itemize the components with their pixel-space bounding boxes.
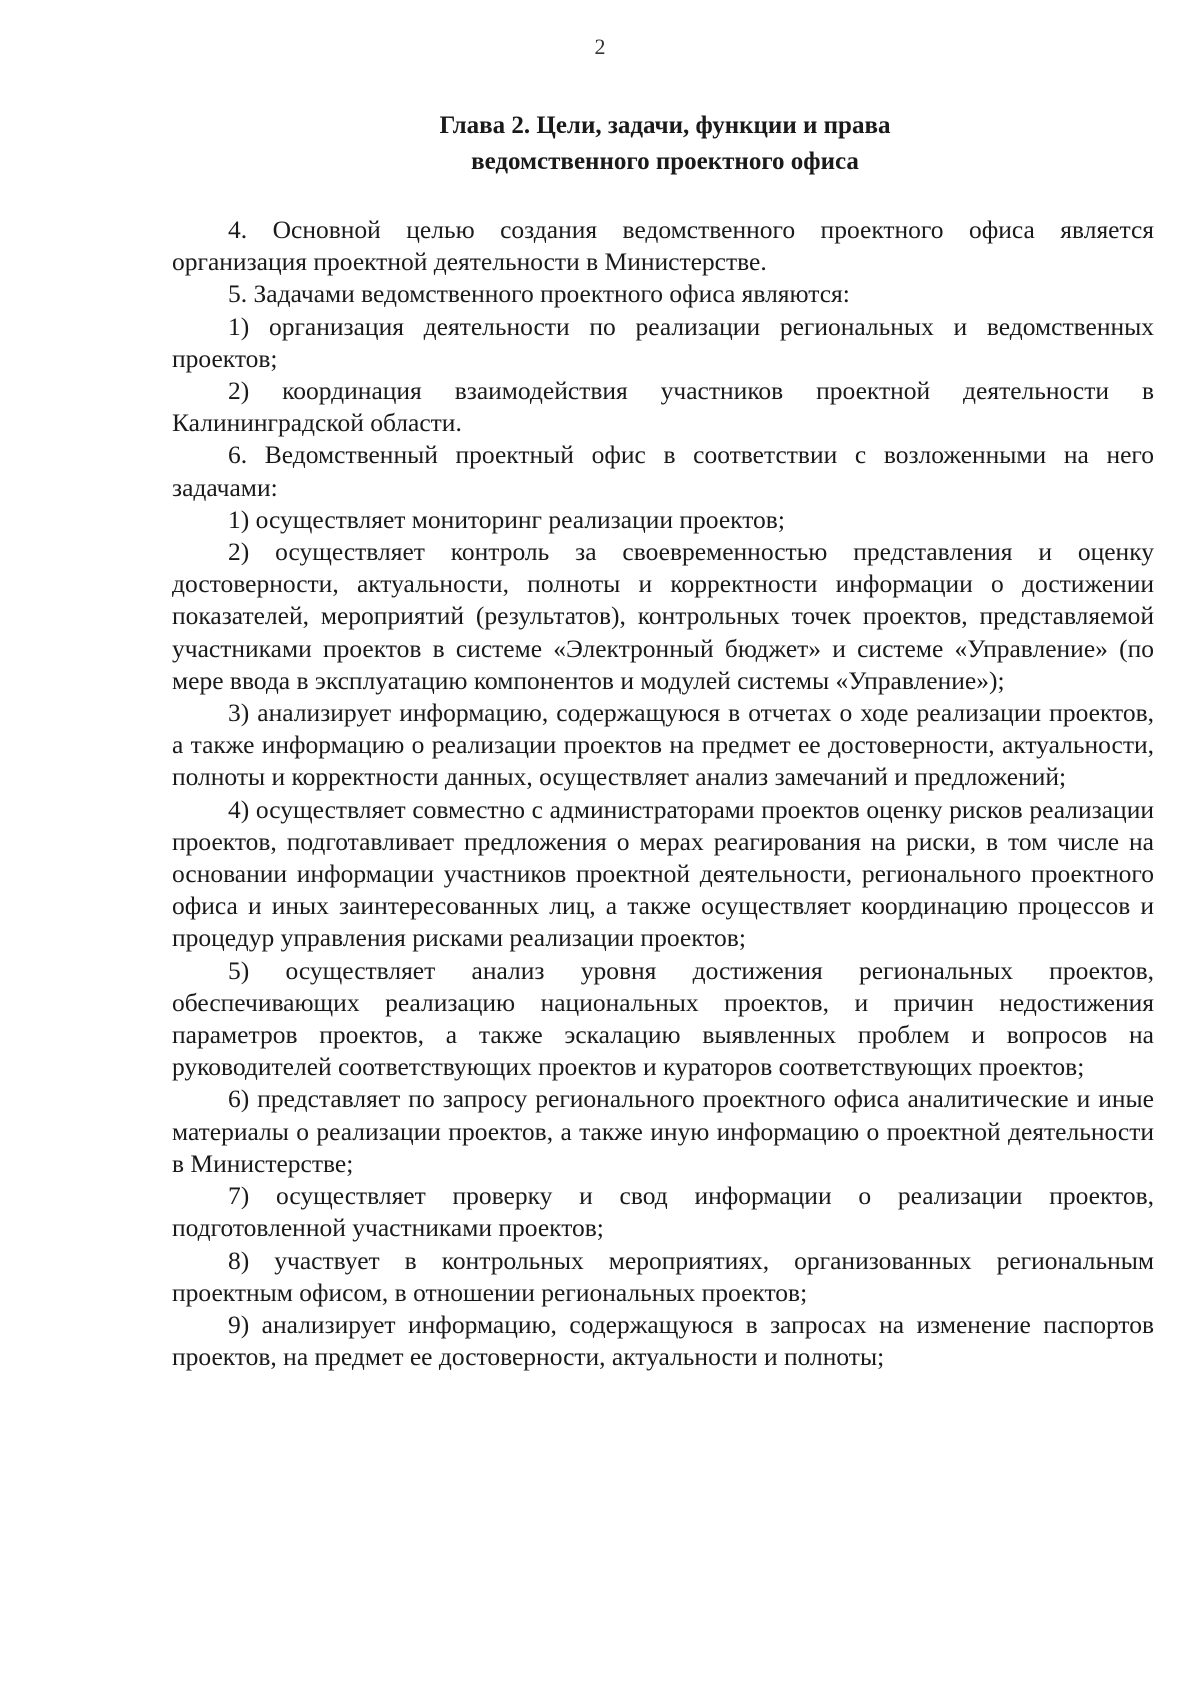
paragraph-6-item-6: 6) представляет по запросу регионального проектного офиса аналитические и иные материалы о реализации проектов, а также иную информацию о проектной деятельности в Министерстве; xyxy=(172,1084,1154,1178)
document-body xyxy=(172,214,1154,1373)
paragraph-5-item-2: 2) координация взаимодействия участников проектной деятельности в Калининградской области. xyxy=(172,376,1154,438)
paragraph-4: 4. Основной целью создания ведомственного проектного офиса является организация проектной деятельности в Министерстве. xyxy=(172,215,1154,277)
paragraph-6-item-7: 7) осуществляет проверку и свод информации о реализации проектов, подготовленной участниками проектов; xyxy=(172,1181,1154,1243)
paragraph-6-item-3: 3) анализирует информацию, содержащуюся в отчетах о ходе реализации проектов, а также информацию о реализации проектов на предмет ее достоверности, актуальности, полноты и корректности данных, осуществляет анализ замечаний и предложений; xyxy=(172,698,1154,792)
paragraph-5: 5. Задачами ведомственного проектного офиса являются: xyxy=(228,279,850,309)
chapter-title-line-2: ведомственного проектного офиса xyxy=(471,148,859,175)
paragraph-6: 6. Ведомственный проектный офис в соответствии с возложенными на него задачами: xyxy=(172,440,1154,502)
paragraph-6-item-4: 4) осуществляет совместно с администраторами проектов оценку рисков реализации проектов, подготавливает предложения о мерах реагирования на риски, в том числе на основании информации участников проектной деятельности, регионального проектного офиса и иных заинтересованных лиц, а также осуществляет координацию процессов и процедур управления рисками реализации проектов; xyxy=(172,794,1154,953)
paragraph-6-item-2: 2) осуществляет контроль за своевременностью представления и оценку достоверности, актуальности, полноты и корректности информации о достижении показателей, мероприятий (результатов), контрольных точек проектов, представляемой участниками проектов в системе «Электронный бюджет» и системе «Управление» (по мере ввода в эксплуатацию компонентов и модулей системы «Управление»); xyxy=(172,537,1154,695)
page-number: 2 xyxy=(594,34,606,59)
paragraph-6-item-5: 5) осуществляет анализ уровня достижения региональных проектов, обеспечивающих реализацию национальных проектов, и причин недостижения параметров проектов, а также эскалацию выявленных проблем и вопросов на руководителей соответствующих проектов и кураторов соответствующих проектов; xyxy=(172,955,1154,1082)
chapter-title-line-1: Глава 2. Цели, задачи, функции и права xyxy=(439,112,891,139)
paragraph-5-item-1: 1) организация деятельности по реализации региональных и ведомственных проектов; xyxy=(172,311,1154,373)
paragraph-6-item-9: 9) анализирует информацию, содержащуюся в запросах на изменение паспортов проектов, на предмет ее достоверности, актуальности и полноты; xyxy=(172,1309,1154,1372)
paragraph-6-item-8: 8) участвует в контрольных мероприятиях, организованных региональным проектным офисом, в отношении региональных проектов; xyxy=(172,1245,1154,1307)
chapter-title xyxy=(170,108,1160,180)
paragraph-6-item-1: 1) осуществляет мониторинг реализации проектов; xyxy=(228,504,785,534)
